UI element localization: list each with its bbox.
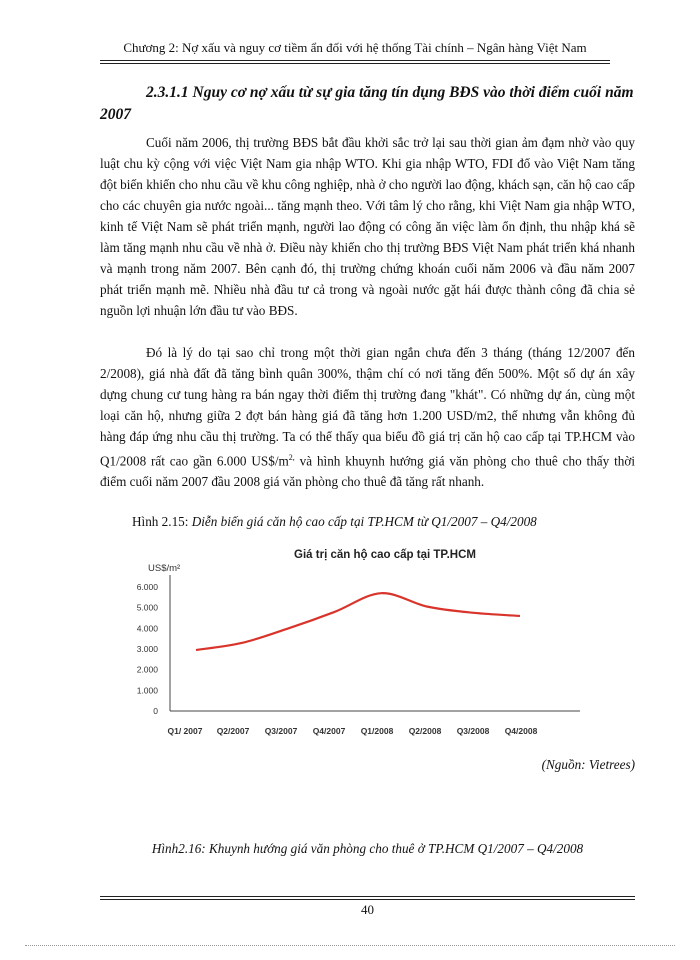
paragraph-2 bbox=[100, 342, 635, 492]
x-tick-label: Q4/2008 bbox=[504, 726, 538, 736]
chart-title: Giá trị căn hộ cao cấp tại TP.HCM bbox=[294, 549, 476, 561]
section-title: 2.3.1.1 Nguy cơ nợ xấu từ sự gia tăng tín dụng BĐS vào thời điểm cuối năm 2007 bbox=[100, 84, 634, 123]
figure-1-caption-prefix: Hình 2.15: bbox=[132, 514, 192, 529]
y-tick-label: 3.000 bbox=[136, 644, 158, 654]
x-tick-label: Q1/2008 bbox=[360, 726, 394, 736]
x-tick-label: Q1/ 2007 bbox=[167, 726, 203, 736]
paragraph-1: Cuối năm 2006, thị trường BĐS bắt đầu khởi sắc trở lại sau thời gian ảm đạm nhờ vào quy luật chu kỳ cộng với việc Việt Nam gia nhập WTO. Khi gia nhập WTO, FDI đổ vào Việt Nam tăng đột biến khiến cho nhu cầu về khu công nghiệp, nhà ở cho người lao động, khách sạn, căn hộ cao cấp cho các chuyên gia nước ngoài... tăng mạnh theo. Với tâm lý cho rằng, khi Việt Nam gia nhập WTO, kinh tế Việt Nam sẽ phát triển mạnh, người lao động có công ăn việc làm ổn định, thu nhập khá sẽ làm tăng mạnh nhu cầu về nhà ở. Điều này khiến cho thị trường BĐS Việt Nam phát triển khá nhanh và mạnh trong năm 2007. Bên cạnh đó, thị trường chứng khoán cuối năm 2006 và đầu năm 2007 phát triển mạnh mẽ. Nhiều nhà đầu tư cả trong và ngoài nước gặt hái được thành công đã chia sẻ nguồn lợi nhuận lớn đầu tư vào BĐS. bbox=[100, 135, 635, 318]
x-tick-label: Q2/2007 bbox=[216, 726, 250, 736]
figure-1-source: (Nguồn: Vietrees) bbox=[541, 757, 635, 772]
y-axis-unit-label: US$/m² bbox=[148, 563, 181, 574]
page-bottom-dotted-line bbox=[25, 945, 675, 946]
apartment-price-chart bbox=[136, 540, 620, 745]
x-tick-label: Q2/2008 bbox=[408, 726, 442, 736]
paragraph-2-text-b: và hình khuynh hướng giá văn phòng cho thuê cho thấy thời điểm cuối năm 2007 đầu 2008 giá văn phòng cho thuê đã tăng rất nhanh. bbox=[100, 453, 636, 490]
running-header: Chương 2: Nợ xấu và nguy cơ tiềm ẩn đối với hệ thống Tài chính – Ngân hàng Việt Nam bbox=[123, 40, 587, 55]
x-tick-label: Q3/2008 bbox=[456, 726, 490, 736]
paragraph-2-superscript: 2, bbox=[288, 453, 295, 462]
y-tick-label: 4.000 bbox=[136, 623, 158, 634]
y-tick-label: 2.000 bbox=[136, 664, 158, 675]
header-rule bbox=[100, 60, 610, 61]
header-rule-2 bbox=[100, 63, 610, 64]
x-tick-label: Q4/2007 bbox=[312, 726, 346, 736]
chart-axes bbox=[170, 575, 580, 711]
y-tick-label: 0 bbox=[153, 706, 158, 716]
y-tick-label: 5.000 bbox=[136, 602, 158, 613]
footer-rule-2 bbox=[100, 899, 635, 900]
figure-2-caption: Hình2.16: Khuynh hướng giá văn phòng cho thuê ở TP.HCM Q1/2007 – Q4/2008 bbox=[151, 841, 584, 856]
page-number: 40 bbox=[361, 902, 374, 917]
figure-1-caption-title: Diễn biến giá căn hộ cao cấp tại TP.HCM từ Q1/2007 – Q4/2008 bbox=[191, 514, 537, 529]
y-tick-label: 1.000 bbox=[136, 685, 158, 696]
footer-rule bbox=[100, 896, 635, 897]
price-series-line bbox=[196, 593, 520, 650]
figure-1-caption bbox=[132, 514, 632, 530]
y-tick-labels bbox=[137, 582, 159, 716]
x-tick-labels bbox=[168, 726, 538, 736]
x-tick-label: Q3/2007 bbox=[264, 726, 298, 736]
y-tick-label: 6.000 bbox=[136, 582, 158, 592]
paragraph-2-text-a: Đó là lý do tại sao chỉ trong một thời gian ngắn chưa đến 3 tháng (tháng 12/2007 đến 2/2008), giá nhà đất đã tăng bình quân 300%, thậm chí có nơi tăng đến 500%. Một số dự án xây dựng chung cư tung hàng ra bán ngay thời điểm thị trường đang "khát". Có những dự án, cùng một loại căn hộ, nhưng giữa 2 đợt bán hàng giá đã tăng hơn 1.200 USD/m2, thế nhưng vẫn không đủ hàng đáp ứng nhu cầu thị trường. Ta có thể thấy qua biểu đồ giá trị căn hộ cao cấp tại TP.HCM vào Q1/2008 rất cao gần 6.000 US$/m bbox=[100, 345, 635, 469]
